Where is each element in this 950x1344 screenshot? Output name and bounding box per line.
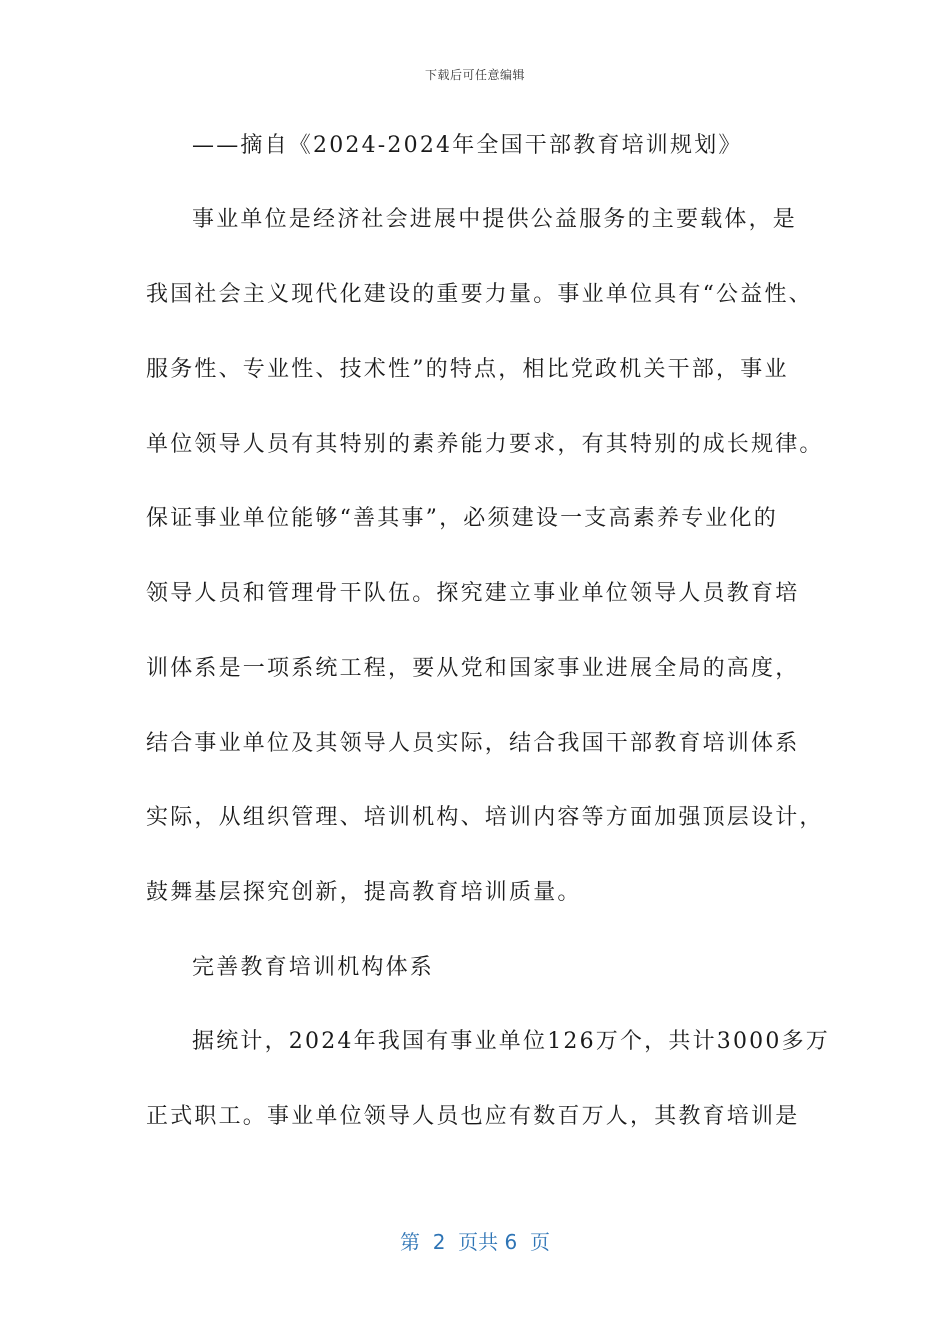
paragraph-line: 保证事业单位能够“善其事”，必须建设一支高素养专业化的: [146, 506, 778, 531]
paragraph-line: 结合事业单位及其领导人员实际，结合我国干部教育培训体系: [146, 731, 800, 756]
paragraph-line: 据统计，2024年我国有事业单位126万个，共计3000多万: [192, 1029, 830, 1054]
quote-source-line: ——摘自《2024-2024年全国干部教育培训规划》: [192, 133, 743, 158]
paragraph-line: 事业单位是经济社会进展中提供公益服务的主要载体，是: [192, 207, 798, 232]
paragraph-line: 服务性、专业性、技术性”的特点，相比党政机关干部，事业: [146, 357, 789, 382]
paragraph-line: 实际，从组织管理、培训机构、培训内容等方面加强顶层设计，: [146, 805, 824, 830]
header-note: 下载后可任意编辑: [424, 68, 525, 82]
page-number-footer: 第 2 页共 6 页: [400, 1230, 550, 1254]
paragraph-line: 领导人员和管理骨干队伍。探究建立事业单位领导人员教育培: [146, 581, 800, 606]
paragraph-line: 我国社会主义现代化建设的重要力量。事业单位具有“公益性、: [146, 282, 813, 307]
paragraph-line: 正式职工。事业单位领导人员也应有数百万人，其教育培训是: [146, 1104, 800, 1129]
paragraph-line: 单位领导人员有其特别的素养能力要求，有其特别的成长规律。: [146, 432, 824, 457]
paragraph-line: 鼓舞基层探究创新，提高教育培训质量。: [146, 880, 582, 905]
section-heading: 完善教育培训机构体系: [192, 955, 435, 980]
paragraph-line: 训体系是一项系统工程，要从党和国家事业进展全局的高度，: [146, 656, 800, 681]
